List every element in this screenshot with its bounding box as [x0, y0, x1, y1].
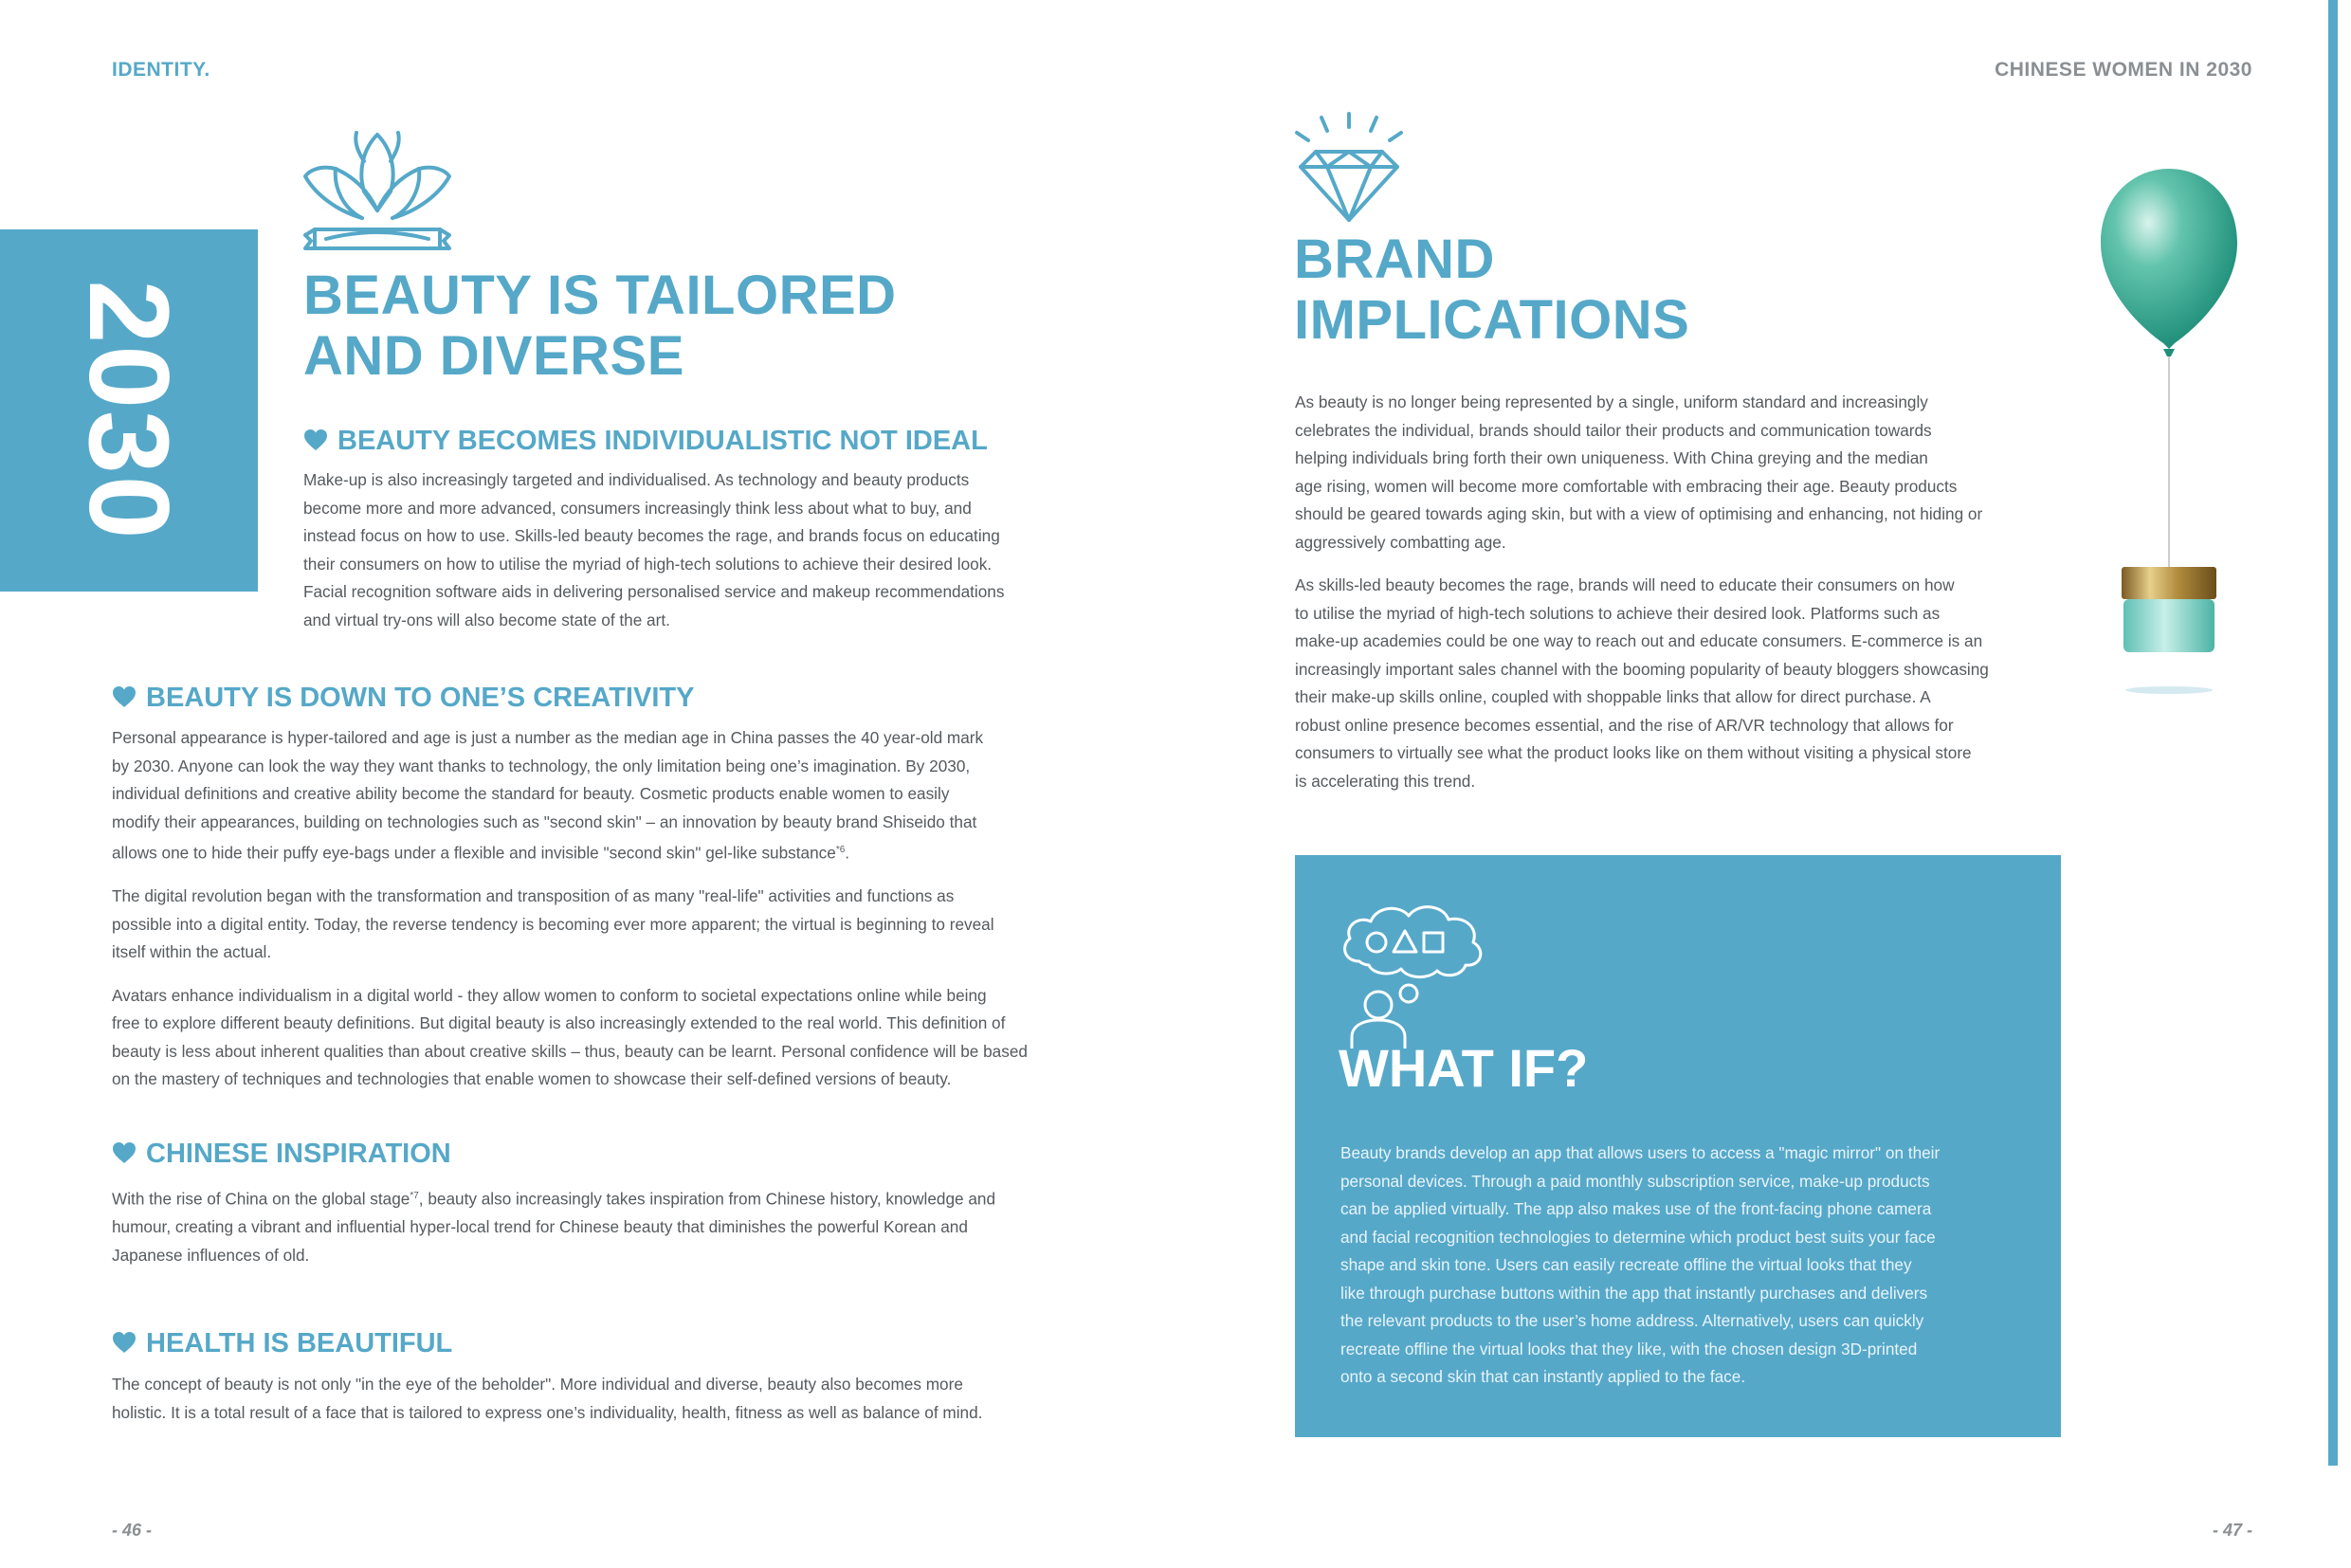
text-line: make-up academies could be one way to reach out and educate consumers. E-commerce is an — [1295, 631, 1983, 650]
section-heading-individualistic — [303, 424, 988, 460]
what-if-title: WHAT IF? — [1339, 1038, 1589, 1098]
text-line: allows one to hide their puffy eye-bags under a flexible and invisible "second skin" gel-like substance$^{*6}$. — [112, 843, 850, 863]
text-line: celebrates the individual, brands should tailor their products and communication towards — [1295, 420, 1932, 440]
text-line: shape and skin tone. Users can easily recreate offline the virtual looks that they — [1340, 1255, 1912, 1274]
text-line: personal devices. Through a paid monthly subscription service, make-up products — [1340, 1171, 1930, 1191]
footnote-ref: *7 — [410, 1191, 419, 1201]
section-body-chinese-inspiration — [112, 1182, 1098, 1269]
text-line: should be geared towards aging skin, but with a view of optimising and enhancing, not hiding or — [1295, 504, 1983, 523]
text-line: holistic. It is a total result of a face that is tailored to express one’s individuality, health, fitness as well as balance of mind. — [112, 1402, 983, 1422]
diamond-icon — [1291, 112, 1407, 226]
section-heading-text: BEAUTY BECOMES INDIVIDUALISTIC NOT IDEAL — [337, 426, 988, 456]
section-label: IDENTITY. — [112, 59, 210, 81]
heart-icon — [112, 1328, 137, 1362]
text-line: can be applied virtually. The app also makes use of the front-facing phone camera — [1340, 1199, 1932, 1218]
section-body-health — [112, 1371, 1098, 1427]
text-line: Avatars enhance individualism in a digital world - they allow women to conform to societal expectations online while being — [112, 985, 987, 1005]
heart-icon — [112, 1139, 137, 1173]
heart-icon — [112, 683, 137, 717]
title-line-1: BEAUTY IS TAILORED — [303, 264, 897, 326]
page-title-right — [1294, 229, 1689, 351]
text-line: onto a second skin that can instantly applied to the face. — [1340, 1367, 1746, 1386]
text-line: to utilise the myriad of high-tech solutions to achieve their desired look. Platforms such as — [1295, 603, 1941, 623]
text-line: helping individuals bring forth their own uniqueness. With China greying and the median — [1295, 448, 1928, 467]
section-heading-creativity — [112, 681, 694, 717]
text-line: consumers to virtually see what the product looks like on them without visiting a physical store — [1295, 743, 1972, 762]
text-line: individual definitions and creative ability become the standard for beauty. Cosmetic products enable women to easily — [112, 784, 950, 803]
title-line-2: AND DIVERSE — [303, 325, 684, 387]
text-line: on the mastery of techniques and technologies that enable women to showcase their self-defined versions of beauty. — [112, 1069, 952, 1089]
text-line: and facial recognition technologies to determine which product best suits your face — [1340, 1227, 1936, 1247]
section-heading-text: HEALTH IS BEAUTIFUL — [146, 1328, 453, 1358]
text-line: like through purchase buttons within the app that instantly purchases and delivers — [1340, 1283, 1928, 1303]
year-text: 2030 — [65, 280, 192, 541]
text-line: recreate offline the virtual looks that they like, with the chosen design 3D-printed — [1340, 1339, 1918, 1358]
lotus-banner-icon — [301, 123, 453, 261]
section-body-individualistic — [303, 466, 1081, 634]
balloon-jar-illustration — [2093, 163, 2245, 703]
text-line: humour, creating a vibrant and influential hyper-local trend for Chinese beauty that diminishes the powerful Korean and — [112, 1217, 968, 1237]
text-line: itself within the actual. — [112, 942, 272, 962]
title-line-2: IMPLICATIONS — [1294, 289, 1690, 351]
text-line: Facial recognition software aids in delivering personalised service and makeup recommendations — [303, 582, 1005, 601]
text-line: aggressively combatting age. — [1295, 532, 1506, 552]
page-title-left — [303, 265, 897, 387]
what-if-body — [1340, 1140, 2042, 1392]
text-line: Personal appearance is hyper-tailored and age is just a number as the median age in China passes the 40 year-old mark — [112, 728, 984, 747]
text-fragment: allows one to hide their puffy eye-bags under a flexible and invisible "second skin" gel-like substance — [112, 843, 836, 863]
text-line: by 2030. Anyone can look the way they want thanks to technology, the only limitation being one’s imagination. By 2030, — [112, 756, 971, 775]
page-number-left: - 46 - — [112, 1521, 153, 1540]
text-line: As beauty is no longer being represented by a single, uniform standard and increasingly — [1295, 392, 1928, 411]
text-line — [112, 1182, 1098, 1213]
text-line: Beauty brands develop an app that allows users to access a "magic mirror" on their — [1340, 1143, 1941, 1162]
text-line: beauty is less about inherent qualities than about creative skills – thus, beauty can be learnt. Personal confidence will be based — [112, 1041, 1028, 1061]
title-line-1: BRAND — [1294, 228, 1495, 290]
text-line: become more and more advanced, consumers increasingly think less about what to buy, and — [303, 498, 972, 518]
text-line: robust online presence becomes essential, and the rise of AR/VR technology that allows for — [1295, 715, 1954, 735]
brand-implications-body — [1295, 389, 2072, 795]
footnote-ref: *6 — [835, 845, 846, 855]
text-line: As skills-led beauty becomes the rage, brands will need to educate their consumers on how — [1295, 575, 1955, 594]
text-line: modify their appearances, building on technologies such as "second skin" – an innovation by beauty brand Shiseido that — [112, 811, 977, 831]
section-heading-text: BEAUTY IS DOWN TO ONE’S CREATIVITY — [146, 683, 695, 713]
section-body-creativity — [112, 724, 1098, 1094]
text-line: their make-up skills online, coupled with shoppable links that allow for direct purchase. A — [1295, 687, 1931, 706]
thought-bubble-person-icon — [1339, 899, 1490, 1048]
what-if-box — [1295, 855, 2061, 1437]
text-line: their consumers on how to utilise the myriad of high-tech solutions to achieve their desired look. — [303, 554, 993, 574]
text-line: increasingly important sales channel with the booming popularity of beauty bloggers showcasing — [1295, 659, 1989, 679]
year-banner — [0, 229, 258, 592]
section-heading-health — [112, 1326, 452, 1362]
text-line: Japanese influences of old. — [112, 1245, 310, 1265]
section-heading-chinese-inspiration — [112, 1137, 451, 1173]
text-line: free to explore different beauty definitions. But digital beauty is also increasingly extended to the real world. This definition of — [112, 1013, 1006, 1033]
text-fragment: , beauty also increasingly takes inspiration from Chinese history, knowledge and — [418, 1189, 996, 1209]
document-title: CHINESE WOMEN IN 2030 — [1995, 59, 2252, 81]
section-heading-text: CHINESE INSPIRATION — [146, 1139, 451, 1169]
text-line: Make-up is also increasingly targeted and individualised. As technology and beauty products — [303, 470, 970, 489]
text-line: instead focus on how to use. Skills-led beauty becomes the rage, and brands focus on educating — [303, 526, 1000, 545]
page-edge-bar — [2328, 0, 2338, 1466]
heart-icon — [303, 426, 328, 460]
text-line: The concept of beauty is not only "in the eye of the beholder". More individual and diverse, beauty also becomes more — [112, 1375, 963, 1394]
text-line: age rising, women will become more comfortable with embracing their age. Beauty products — [1295, 476, 1958, 496]
text-line: and virtual try-ons will also become state of the art. — [303, 610, 670, 629]
page-number-right: - 47 - — [2212, 1521, 2252, 1540]
text-line: the relevant products to the user’s home address. Alternatively, users can quickly — [1340, 1311, 1924, 1330]
text-fragment: With the rise of China on the global stage — [112, 1189, 410, 1209]
text-line: is accelerating this trend. — [1295, 771, 1476, 791]
text-line: possible into a digital entity. Today, the reverse tendency is becoming ever more apparent; the virtual is beginning to reveal — [112, 914, 994, 934]
text-line: The digital revolution began with the transformation and transposition of as many "real-life" activities and functions as — [112, 886, 955, 906]
